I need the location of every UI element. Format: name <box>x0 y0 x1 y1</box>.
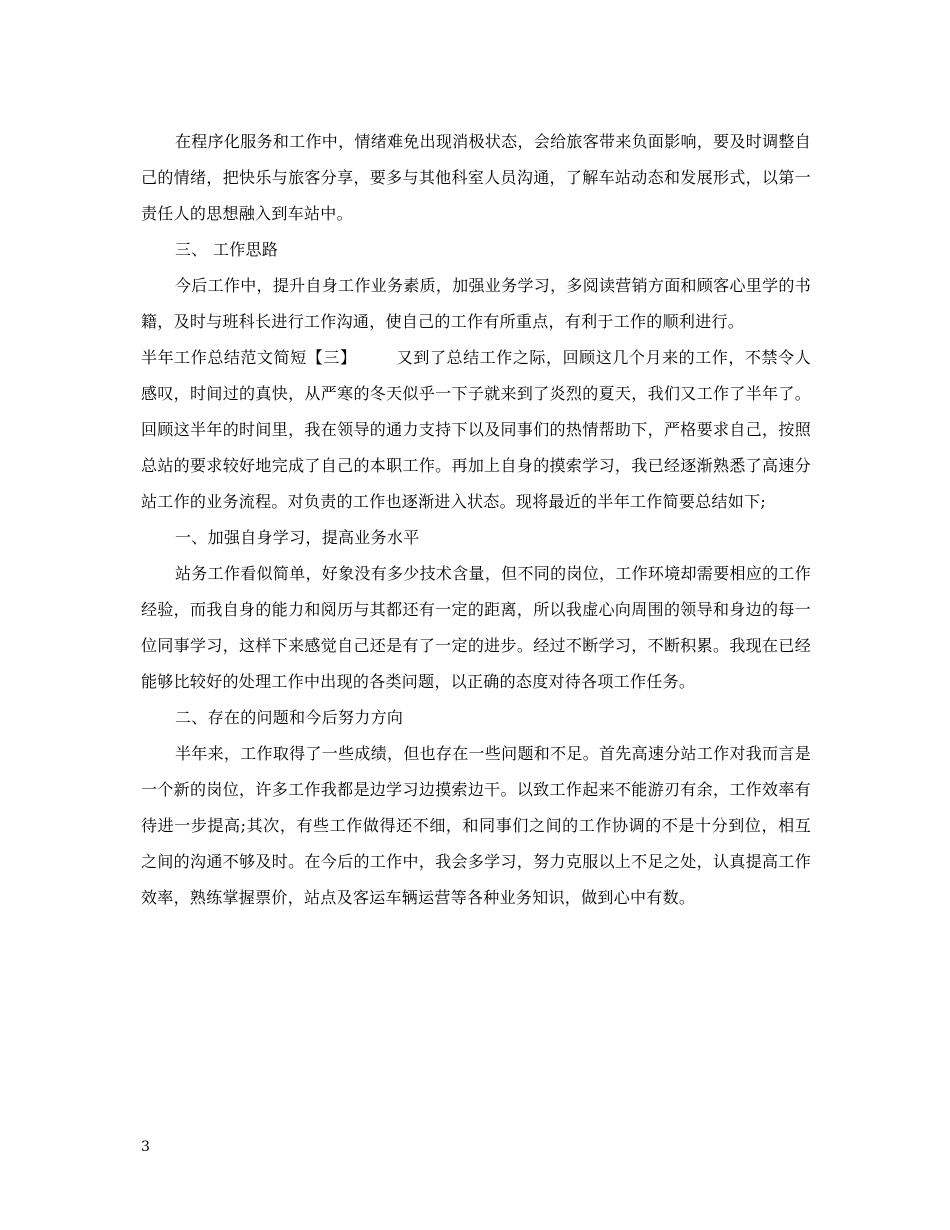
section-heading-problems: 二、存在的问题和今后努力方向 <box>175 708 404 727</box>
document-body <box>141 124 811 916</box>
paragraph-emotion: 在程序化服务和工作中，情绪难免出现消极状态，会给旅客带来负面影响，要及时调整自己的情绪，把快乐与旅客分享，要多与其他科室人员沟通，了解车站动态和发展形式，以第一责任人的思想融入到车站中。 <box>141 132 811 223</box>
summary-title: 半年工作总结范文简短【三】 <box>141 348 357 367</box>
summary-title-paragraph <box>141 340 811 520</box>
page-number: 3 <box>141 1139 150 1155</box>
summary-intro: 又到了总结工作之际，回顾这几个月来的工作，不禁令人感叹，时间过的真快，从严寒的冬天似乎一下子就来到了炎烈的夏天，我们又工作了半年了。回顾这半年的时间里，我在领导的通力支持下以及同事们的热情帮助下，严格要求自己，按照总站的要求较好地完成了自己的本职工作。再加上自身的摸索学习，我已经逐渐熟悉了高速分站工作的业务流程。对负责的工作也逐渐进入状态。现将最近的半年工作简要总结如下; <box>141 348 811 511</box>
section-heading-self-study: 一、加强自身学习，提高业务水平 <box>175 528 420 547</box>
paragraph-future-work: 今后工作中，提升自身工作业务素质，加强业务学习，多阅读营销方面和顾客心里学的书籍，及时与班科长进行工作沟通，使自己的工作有所重点，有利于工作的顺利进行。 <box>141 276 811 331</box>
paragraph-station-work: 站务工作看似简单，好象没有多少技术含量，但不同的岗位，工作环境却需要相应的工作经验，而我自身的能力和阅历与其都还有一定的距离，所以我虚心向周围的领导和身边的每一位同事学习，这样下来感觉自己还是有了一定的进步。经过不断学习，不断积累。我现在已经能够比较好的处理工作中出现的各类问题，以正确的态度对待各项工作任务。 <box>141 564 811 691</box>
section-heading-work-ideas: 三、 工作思路 <box>175 240 279 259</box>
paragraph-half-year: 半年来，工作取得了一些成绩，但也存在一些问题和不足。首先高速分站工作对我而言是一个新的岗位，许多工作我都是边学习边摸索边干。以致工作起来不能游刃有余，工作效率有待进一步提高;其次，有些工作做得还不细，和同事们之间的工作协调的不是十分到位，相互之间的沟通不够及时。在今后的工作中，我会多学习，努力克服以上不足之处，认真提高工作效率，熟练掌握票价，站点及客运车辆运营等各种业务知识，做到心中有数。 <box>141 744 811 907</box>
